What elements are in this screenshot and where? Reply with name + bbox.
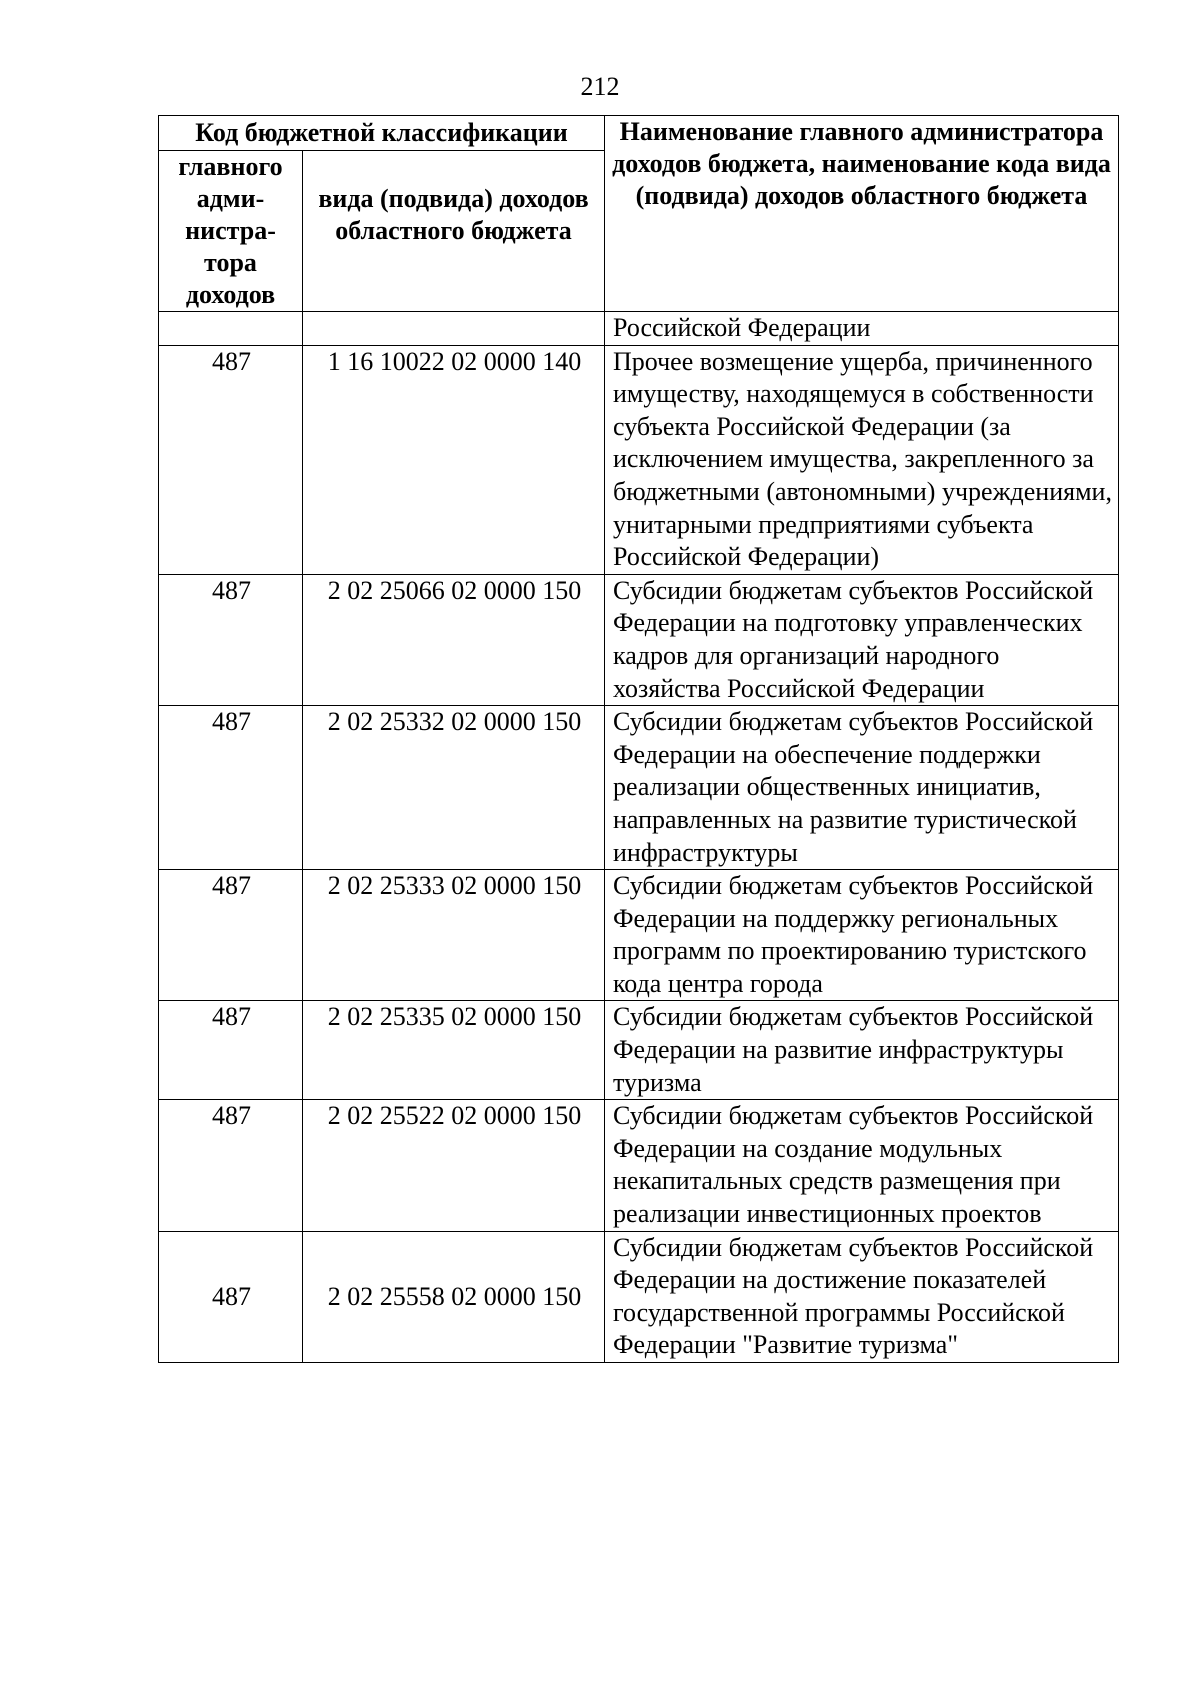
cell-admin bbox=[159, 312, 303, 346]
cell-admin: 487 bbox=[159, 706, 303, 870]
header-code-group: Код бюджетной классификации bbox=[159, 116, 605, 151]
table-row bbox=[159, 574, 1119, 705]
cell-admin: 487 bbox=[159, 870, 303, 1001]
cell-code: 2 02 25522 02 0000 150 bbox=[303, 1100, 605, 1231]
cell-admin: 487 bbox=[159, 345, 303, 574]
cell-code bbox=[303, 312, 605, 346]
cell-code: 2 02 25333 02 0000 150 bbox=[303, 870, 605, 1001]
table-row bbox=[159, 706, 1119, 870]
table-row bbox=[159, 870, 1119, 1001]
header-admin-column: главного адми- нистра- тора доходов bbox=[159, 151, 303, 312]
cell-code: 2 02 25066 02 0000 150 bbox=[303, 574, 605, 705]
cell-admin: 487 bbox=[159, 1231, 303, 1362]
header-code-column: вида (подвида) доходов областного бюджета bbox=[303, 151, 605, 312]
cell-name: Субсидии бюджетам субъектов Российской Федерации на поддержку региональных программ по проектированию туристского кода центра города bbox=[605, 870, 1119, 1001]
cell-code: 1 16 10022 02 0000 140 bbox=[303, 345, 605, 574]
table-row bbox=[159, 345, 1119, 574]
page-number: 212 bbox=[580, 72, 620, 101]
table-row bbox=[159, 312, 1119, 346]
cell-name: Субсидии бюджетам субъектов Российской Федерации на обеспечение поддержки реализации общественных инициатив, направленных на развитие туристической инфраструктуры bbox=[605, 706, 1119, 870]
cell-admin: 487 bbox=[159, 1001, 303, 1100]
budget-classification-table bbox=[158, 115, 1119, 1363]
cell-code: 2 02 25335 02 0000 150 bbox=[303, 1001, 605, 1100]
cell-name: Прочее возмещение ущерба, причиненного имуществу, находящемуся в собственности субъекта Российской Федерации (за исключением имущества, закрепленного за бюджетными (автономными) учреждениями, унитарными предприятиями субъекта Российской Федерации) bbox=[605, 345, 1119, 574]
cell-admin: 487 bbox=[159, 1100, 303, 1231]
table-header-row bbox=[159, 116, 1119, 151]
cell-name: Субсидии бюджетам субъектов Российской Федерации на развитие инфраструктуры туризма bbox=[605, 1001, 1119, 1100]
cell-name: Субсидии бюджетам субъектов Российской Федерации на достижение показателей государственной программы Российской Федерации "Развитие туризма" bbox=[605, 1231, 1119, 1362]
table-row bbox=[159, 1231, 1119, 1362]
cell-name: Субсидии бюджетам субъектов Российской Федерации на создание модульных некапитальных средств размещения при реализации инвестиционных проектов bbox=[605, 1100, 1119, 1231]
table-row bbox=[159, 1100, 1119, 1231]
cell-code: 2 02 25558 02 0000 150 bbox=[303, 1231, 605, 1362]
table-row bbox=[159, 1001, 1119, 1100]
header-name-column: Наименование главного администратора доходов бюджета, наименование кода вида (подвида) доходов областного бюджета bbox=[605, 116, 1119, 312]
cell-name: Субсидии бюджетам субъектов Российской Федерации на подготовку управленческих кадров для организаций народного хозяйства Российской Федерации bbox=[605, 574, 1119, 705]
cell-name: Российской Федерации bbox=[605, 312, 1119, 346]
cell-admin: 487 bbox=[159, 574, 303, 705]
cell-code: 2 02 25332 02 0000 150 bbox=[303, 706, 605, 870]
